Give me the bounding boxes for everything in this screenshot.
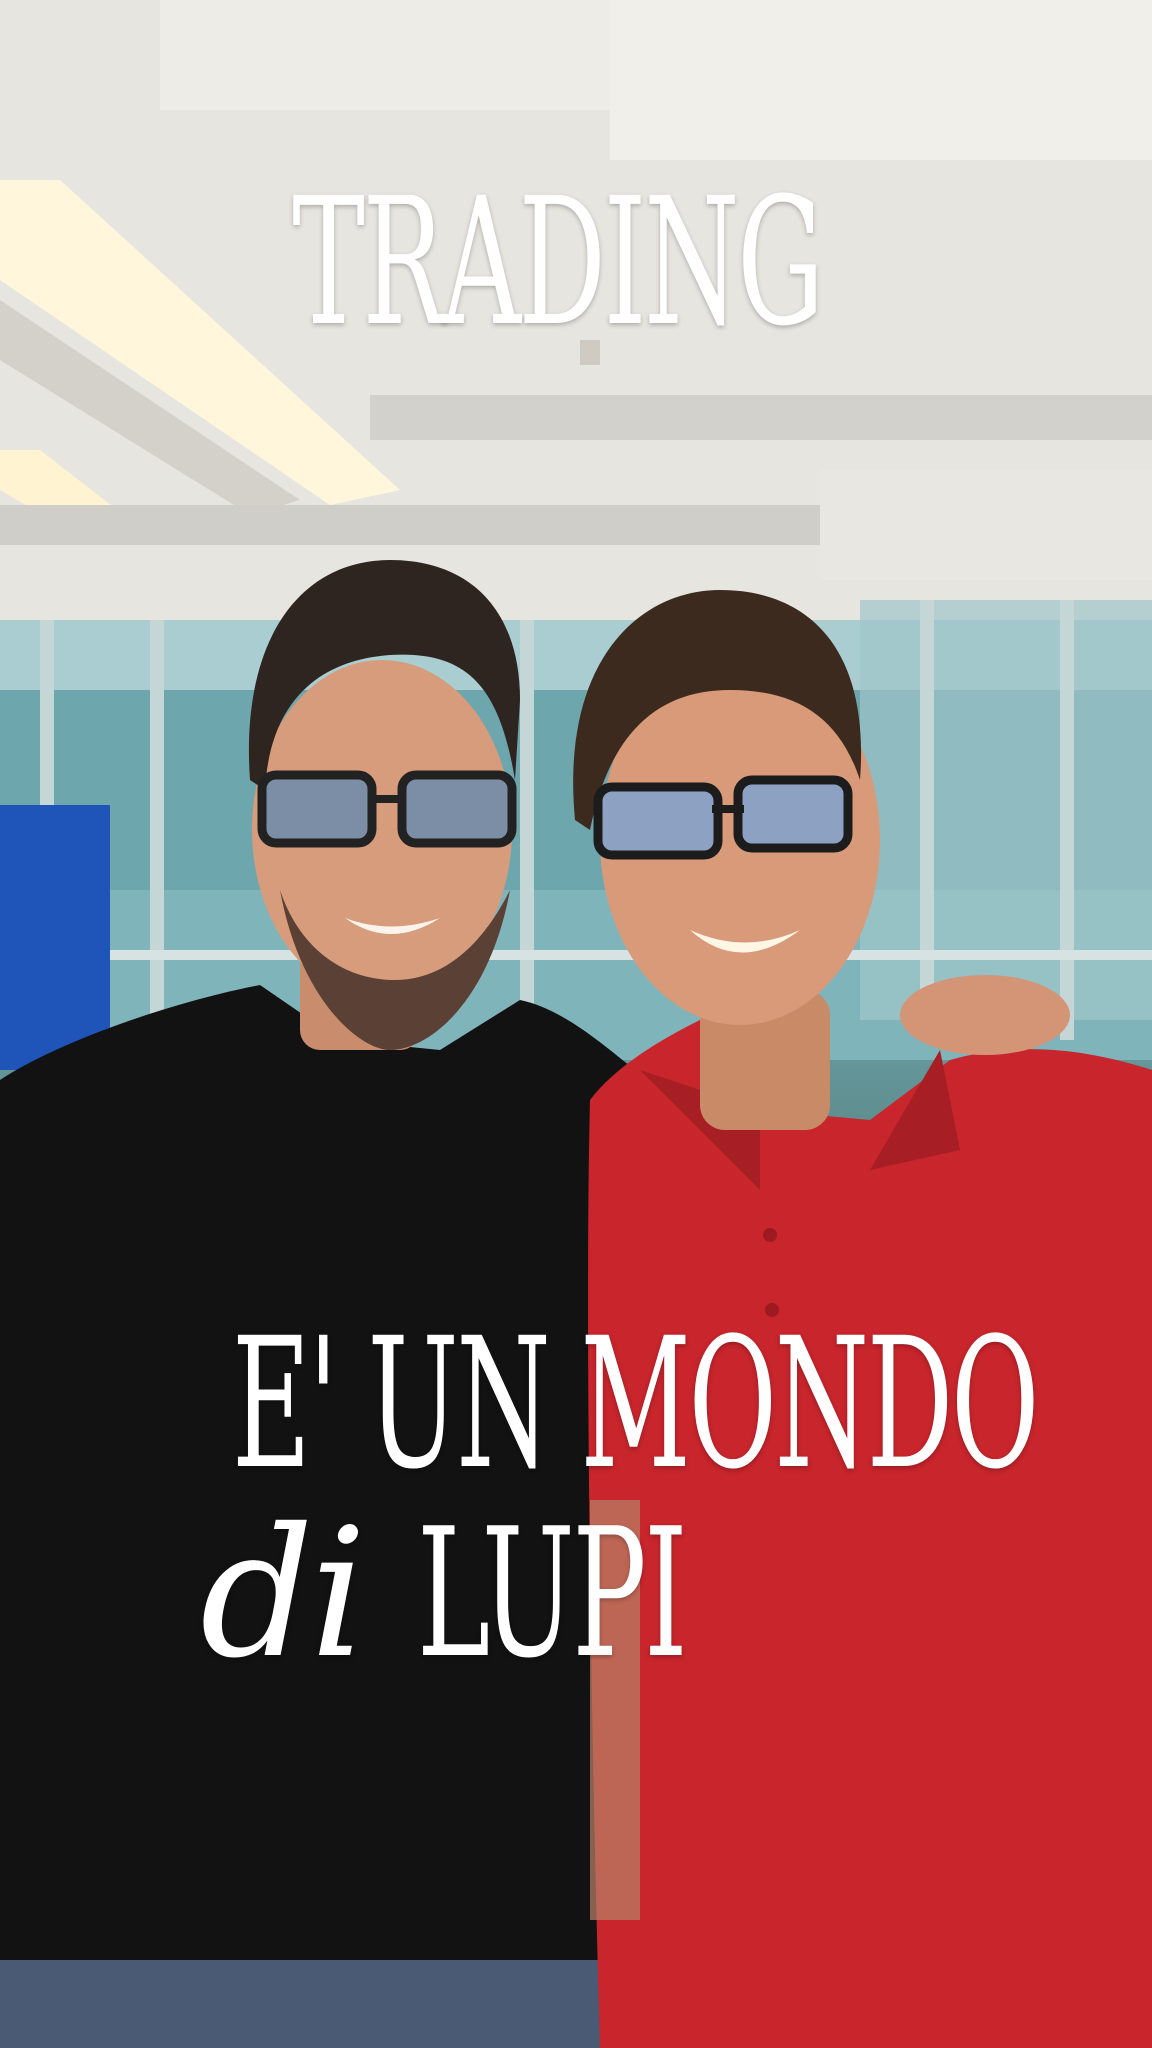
left-person-glasses bbox=[262, 775, 372, 843]
overlay-title-di-lupi bbox=[200, 1490, 800, 1697]
window-frame bbox=[920, 600, 934, 1040]
left-person-jeans bbox=[0, 1960, 620, 2048]
blue-panel bbox=[0, 805, 110, 1070]
ceiling-panel bbox=[820, 470, 1152, 580]
window-frame bbox=[1060, 600, 1074, 1040]
overlay-word-di: di bbox=[200, 1490, 363, 1697]
ceiling-beam bbox=[370, 395, 1152, 440]
window-frame bbox=[150, 620, 164, 1060]
right-person-hand bbox=[900, 975, 1070, 1055]
overlay-title-trading: TRADING bbox=[292, 160, 822, 365]
ceiling-panel bbox=[160, 0, 620, 110]
right-person-glasses bbox=[598, 787, 718, 855]
overlay-title-un-mondo: E' UN MONDO bbox=[232, 1300, 1038, 1509]
ceiling-panel bbox=[610, 0, 1152, 160]
overlay-word-lupi: LUPI bbox=[416, 1490, 686, 1697]
window-frame bbox=[520, 620, 534, 1060]
window-rail bbox=[0, 950, 1152, 960]
